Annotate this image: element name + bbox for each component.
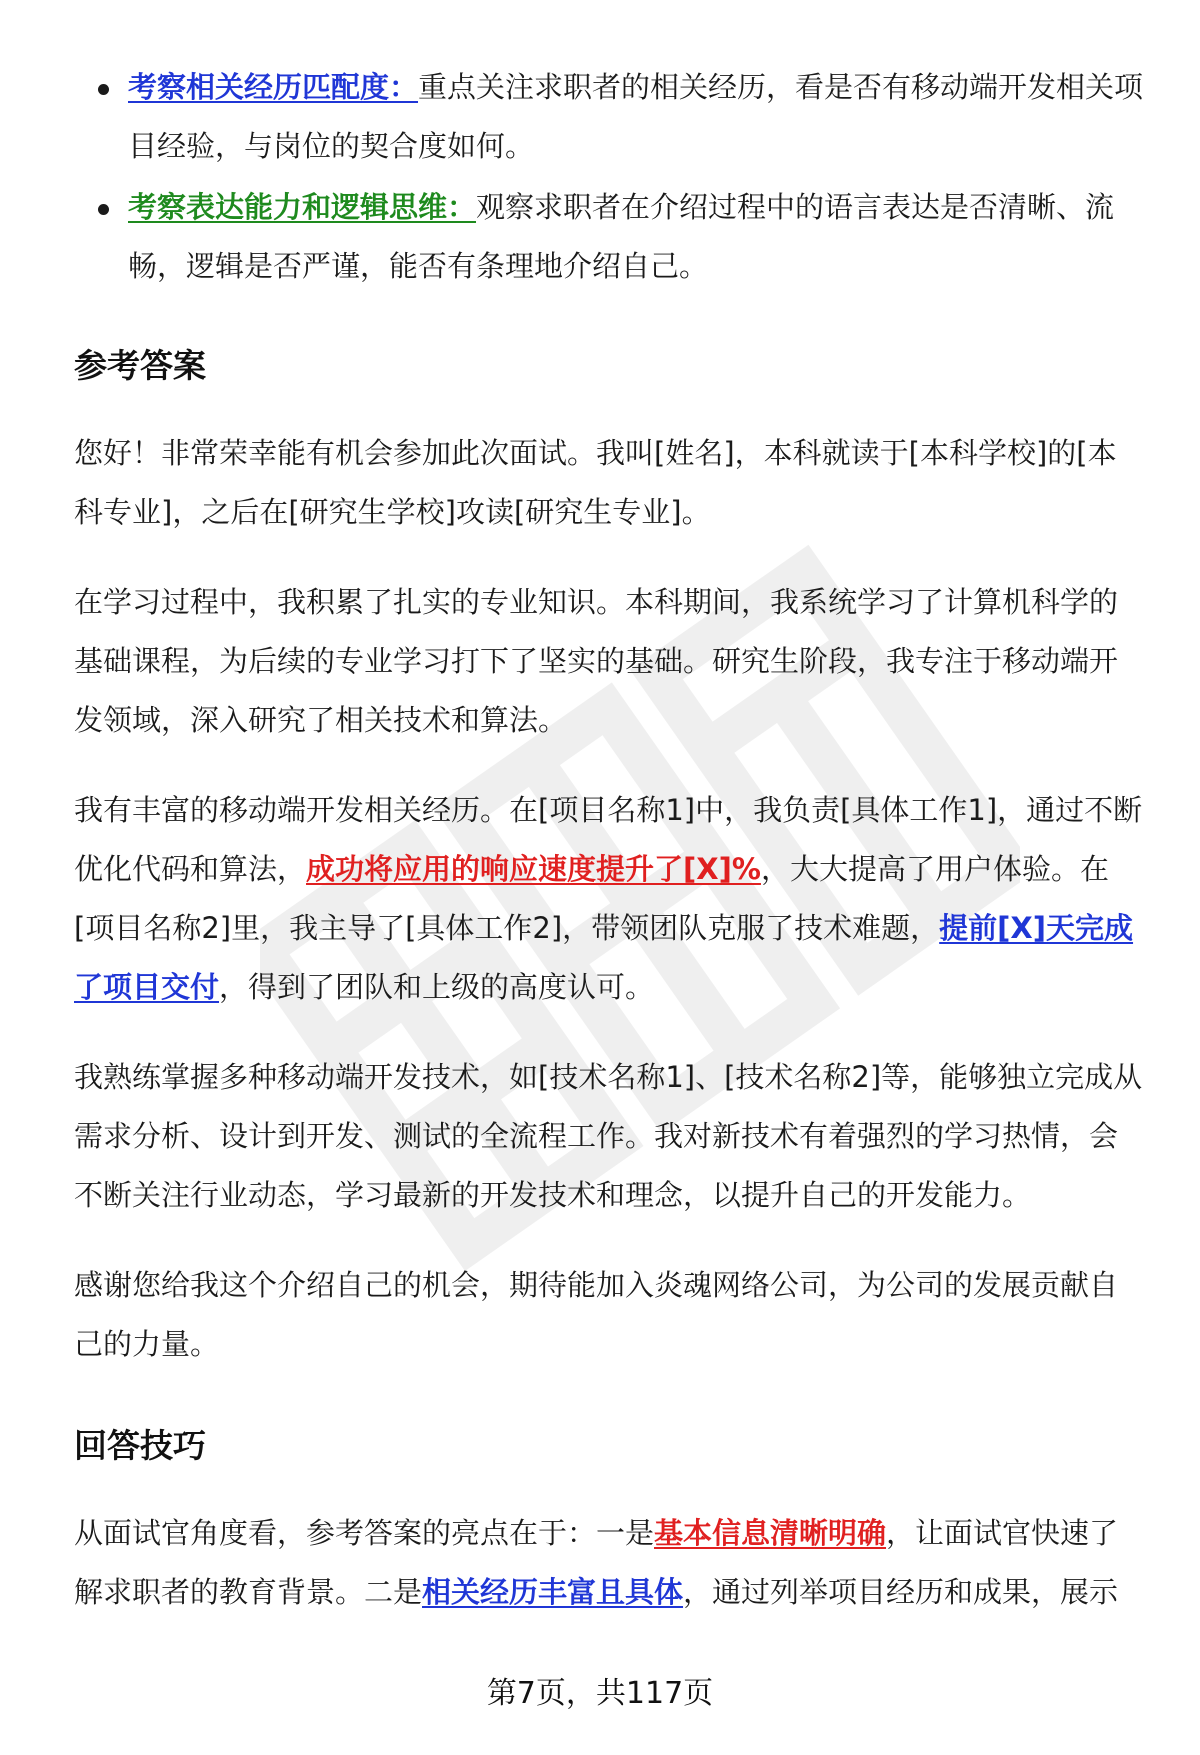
paragraph	[74, 1504, 1144, 1622]
page-footer: 第7页，共117页	[486, 1676, 714, 1711]
bullet-lead: 考察表达能力和逻辑思维：	[128, 190, 477, 224]
paragraph: 您好！非常荣幸能有机会参加此次面试。我叫[姓名]，本科就读于[本科学校]的[本科专业]，之后在[研究生学校]攻读[研究生专业]。	[74, 436, 1117, 529]
paragraph-text: ，通过列举项目经历和成果，展示	[683, 1575, 1119, 1609]
paragraph: 感谢您给我这个介绍自己的机会，期待能加入炎魂网络公司，为公司的发展贡献自己的力量。	[74, 1268, 1119, 1361]
paragraph: 我熟练掌握多种移动端开发技术，如[技术名称1]、[技术名称2]等，能够独立完成从需求分析、设计到开发、测试的全流程工作。我对新技术有着强烈的学习热情，会不断关注行业动态，学习最新的开发技术和理念，以提升自己的开发能力。	[74, 1060, 1143, 1212]
bullet-text: 重点关注求职者的相关经历，看是否有移动端开发相关项目经验，与岗位的契合度如何。	[128, 70, 1144, 163]
document-body	[74, 58, 1144, 1622]
bullet-lead: 考察相关经历匹配度：	[128, 70, 419, 104]
bullet-text: 观察求职者在介绍过程中的语言表达是否清晰、流畅，逻辑是否严谨，能否有条理地介绍自己。	[128, 190, 1115, 283]
highlight-red: 成功将应用的响应速度提升了[X]%	[306, 852, 761, 886]
highlight-red: 基本信息清晰明确	[654, 1516, 887, 1550]
section-heading-reference: 参考答案	[74, 346, 206, 385]
paragraph: 在学习过程中，我积累了扎实的专业知识。本科期间，我系统学习了计算机科学的基础课程，为后续的专业学习打下了坚实的基础。研究生阶段，我专注于移动端开发领域，深入研究了相关技术和算法。	[74, 585, 1119, 737]
highlight-blue: 提前[X]天完成了项目交付	[74, 911, 1134, 1004]
paragraph-text: 从面试官角度看，参考答案的亮点在于：一是	[74, 1516, 655, 1550]
highlight-blue: 相关经历丰富且具体	[422, 1575, 684, 1609]
paragraph-text: ，得到了团队和上级的高度认可。	[219, 970, 655, 1004]
section-heading-tips: 回答技巧	[74, 1426, 206, 1465]
bullet-icon	[98, 84, 109, 95]
bullet-icon	[98, 204, 109, 215]
paragraph-text: ，大大提高了用户体验。在[项目名称2]里，我主导了[具体工作2]，带领团队克服了技术难题，	[74, 852, 1109, 945]
paragraph	[74, 781, 1144, 1017]
paragraph-text: ，让面试官快速了解求职者的教育背景。二是	[74, 1516, 1119, 1609]
list-item	[74, 58, 1144, 176]
criteria-list	[74, 58, 1144, 296]
list-item	[74, 178, 1144, 296]
paragraph-text: 我有丰富的移动端开发相关经历。在[项目名称1]中，我负责[具体工作1]，通过不断优化代码和算法，	[74, 793, 1143, 886]
